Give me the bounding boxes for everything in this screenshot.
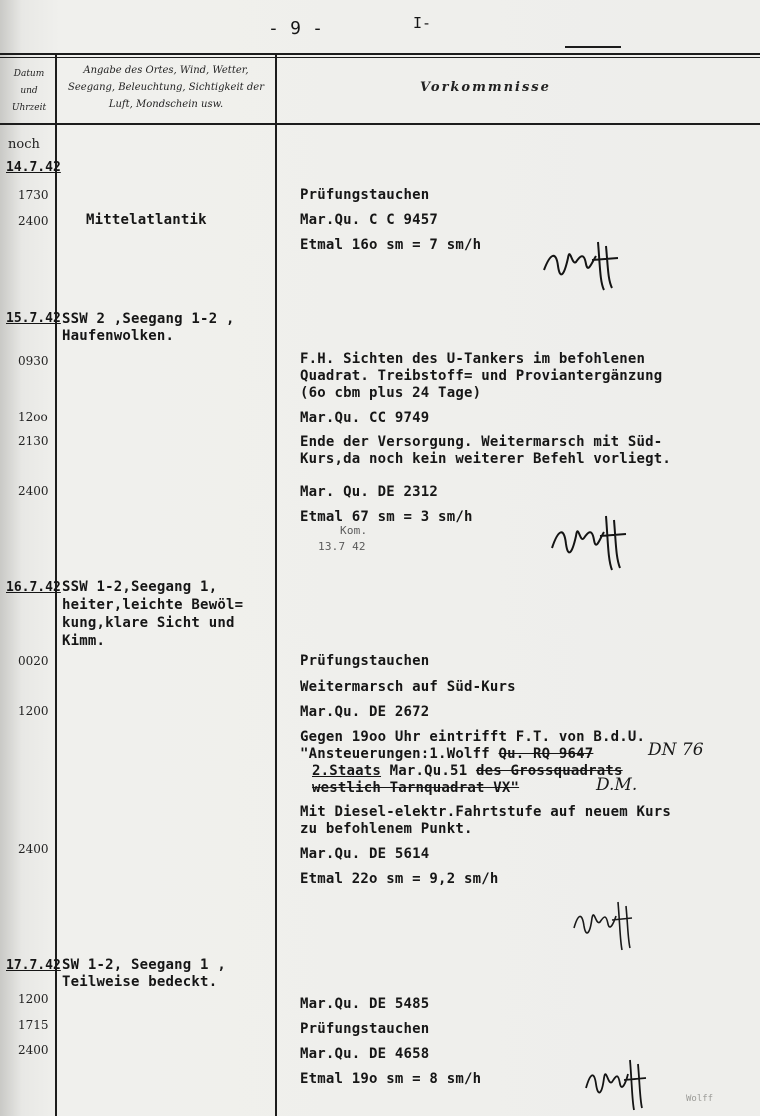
staats-struck: des Grossquadrats (475, 763, 623, 779)
entry-sichten-l3: (6o cbm plus 24 Tage) (300, 385, 482, 401)
entry-marqu-9749: Mar.Qu. CC 9749 (300, 410, 430, 426)
signature-wolff-2 (548, 508, 628, 574)
entry-etmal-190: Etmal 19o sm = 8 sm/h (300, 1071, 482, 1087)
entry-sichten-l1: F.H. Sichten des U-Tankers im befohlenen (300, 351, 646, 367)
entry-westlich-struck: westlich Tarnquadrat VX" (312, 780, 520, 796)
date-16-7-42: 16.7.42 (6, 580, 61, 595)
header-vorkommnisse: Vorkommnisse (420, 80, 551, 95)
entry-sichten-l2: Quadrat. Treibstoff= und Proviantergänzung (300, 368, 663, 384)
entry-etmal-67: Etmal 67 sm = 3 sm/h (300, 509, 473, 525)
col-divider-2 (275, 55, 277, 1116)
ansteuerungen-text: "Ansteuerungen:1.Wolff (300, 746, 499, 762)
header-datum: Datum und Uhrzeit (11, 69, 47, 113)
time-2400-d: 2400 (18, 1043, 49, 1057)
date-15-7-42: 15.7.42 (6, 311, 61, 326)
time-2400: 2400 (18, 214, 49, 228)
time-2130: 2130 (18, 434, 49, 448)
ansteuerungen-struck: Qu. RQ 9647 (498, 746, 594, 762)
header-ort: Angabe des Ortes, Wind, Wetter, Seegang, Beleuchtung, Sichtigkeit der Luft, Mondschein usw. (68, 65, 264, 110)
handwritten-dn76: DN 76 (648, 740, 704, 760)
time-1200: 12oo (18, 410, 48, 424)
time-1200-c: 1200 (18, 992, 49, 1006)
bleed-text-2: 13.7 42 (318, 540, 366, 553)
entry-etmal-220: Etmal 22o sm = 9,2 sm/h (300, 871, 499, 887)
header-bottom-rule (0, 123, 760, 125)
time-0020: 0020 (18, 654, 49, 668)
weather-15-line1: SSW 2 ,Seegang 1-2 , (62, 311, 235, 327)
entry-marqu: Mar.Qu. C C 9457 (300, 212, 439, 228)
time-1200-b: 1200 (18, 704, 49, 718)
weather-17-line2: Teilweise bedeckt. (62, 974, 218, 990)
time-1715: 1715 (18, 1018, 49, 1032)
signature-wolff-4 (582, 1054, 648, 1114)
noch-label: noch (8, 137, 40, 152)
header-top-rule (0, 53, 760, 55)
entry-etmal: Etmal 16o sm = 7 sm/h (300, 237, 482, 253)
entry-diesel-l2: zu befohlenem Punkt. (300, 821, 473, 837)
time-0930: 0930 (18, 354, 49, 368)
time-2400-b: 2400 (18, 484, 49, 498)
entry-pruefungstauchen-3: Prüfungstauchen (300, 1021, 430, 1037)
top-dash (565, 46, 621, 48)
entry-marqu-5485: Mar.Qu. DE 5485 (300, 996, 430, 1012)
entry-gegen: Gegen 19oo Uhr eintrifft F.T. von B.d.U. (300, 729, 646, 745)
entry-diesel-l1: Mit Diesel-elektr.Fahrtstufe auf neuem Kurs (300, 804, 672, 820)
entry-pruefungstauchen: Prüfungstauchen (300, 187, 430, 203)
entry-pruefungstauchen-2: Prüfungstauchen (300, 653, 430, 669)
page-number: - 9 - (268, 18, 324, 39)
signature-wolff-3 (570, 898, 634, 954)
weather-16-line3: kung,klare Sicht und (62, 615, 235, 631)
entry-ansteuerungen (300, 746, 593, 762)
date-14-7-42: 14.7.42 (6, 160, 61, 175)
entry-staats (312, 763, 623, 779)
date-17-7-42: 17.7.42 (6, 958, 61, 973)
entry-ende-l1: Ende der Versorgung. Weitermarsch mit Süd- (300, 434, 663, 450)
staats-text: 2.Staats (312, 763, 382, 779)
weather-16-line2: heiter,leichte Bewöl= (62, 597, 244, 613)
weather-15-line2: Haufenwolken. (62, 328, 175, 344)
entry-marqu-4658: Mar.Qu. DE 4658 (300, 1046, 430, 1062)
entry-marqu-2672: Mar.Qu. DE 2672 (300, 704, 430, 720)
entry-ende-l2: Kurs,da noch kein weiterer Befehl vorliegt. (300, 451, 672, 467)
header-top-rule-2 (0, 57, 760, 58)
location-mittelatlantik: Mittelatlantik (86, 212, 207, 228)
handwritten-dm: D.M. (596, 775, 638, 795)
bleed-text-1: Kom. (340, 524, 368, 537)
staats-rest: Mar.Qu.51 (381, 763, 476, 779)
weather-16-line4: Kimm. (62, 633, 106, 649)
entry-marqu-5614: Mar.Qu. DE 5614 (300, 846, 430, 862)
weather-16-line1: SSW 1-2,Seegang 1, (62, 579, 218, 595)
time-1730: 1730 (18, 188, 49, 202)
signature-name: Wolff (686, 1094, 714, 1104)
weather-17-line1: SW 1-2, Seegang 1 , (62, 957, 226, 973)
time-2400-c: 2400 (18, 842, 49, 856)
entry-marqu-2312: Mar. Qu. DE 2312 (300, 484, 439, 500)
signature-wolff-1 (540, 236, 620, 294)
entry-weitermarsch: Weitermarsch auf Süd-Kurs (300, 679, 516, 695)
top-mark: I- (413, 14, 432, 32)
